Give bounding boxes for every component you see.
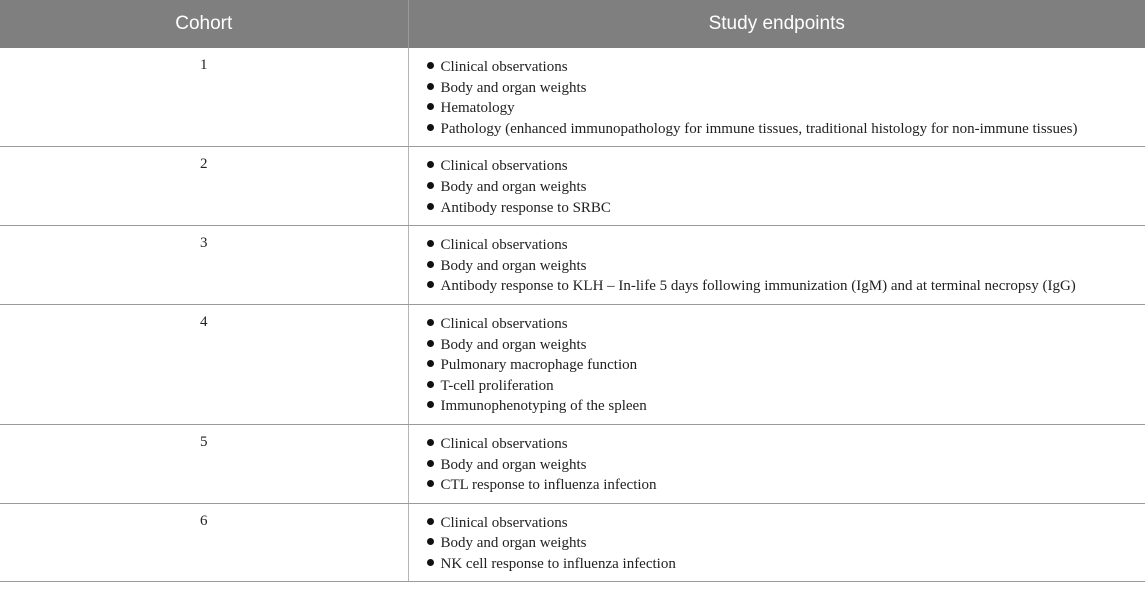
endpoint-text: Immunophenotyping of the spleen (440, 398, 647, 415)
bullet-icon (427, 559, 434, 566)
bullet-icon (427, 401, 434, 408)
header-study-endpoints: Study endpoints (408, 0, 1145, 48)
endpoint-text: Clinical observations (440, 237, 568, 254)
table-row (0, 147, 1145, 226)
list-item (427, 554, 1145, 575)
endpoints-cell (408, 147, 1145, 226)
endpoint-text: Clinical observations (440, 59, 568, 75)
list-item (427, 57, 1145, 78)
endpoint-text: Hematology (440, 100, 515, 117)
list-item (427, 455, 1145, 476)
endpoint-text: CTL response to influenza infection (440, 477, 657, 494)
endpoint-text: Antibody response to SRBC (440, 199, 611, 216)
endpoints-list (427, 434, 1145, 496)
endpoints-list (427, 57, 1145, 139)
bullet-icon (427, 62, 434, 69)
bullet-icon (427, 124, 434, 131)
list-item (427, 235, 1145, 256)
bullet-icon (427, 261, 434, 268)
list-item (427, 119, 1145, 140)
list-item (427, 396, 1145, 417)
cohort-number: 3 (0, 226, 408, 305)
endpoint-text: Body and organ weights (440, 79, 587, 96)
list-item (427, 78, 1145, 99)
header-row (0, 0, 1145, 48)
bullet-icon (427, 518, 434, 525)
endpoints-cell (408, 226, 1145, 305)
bullet-icon (427, 360, 434, 367)
list-item (427, 335, 1145, 356)
table-row (0, 48, 1145, 147)
cohort-number: 4 (0, 304, 408, 424)
bullet-icon (427, 460, 434, 467)
endpoint-text: Body and organ weights (440, 178, 587, 195)
endpoints-cell (408, 304, 1145, 424)
endpoints-cell (408, 503, 1145, 582)
table-body (0, 48, 1145, 582)
endpoint-text: Body and organ weights (440, 257, 587, 274)
list-item (427, 376, 1145, 397)
list-item (427, 156, 1145, 177)
endpoints-list (427, 314, 1145, 417)
list-item (427, 513, 1145, 534)
endpoints-cell (408, 48, 1145, 147)
list-item (427, 533, 1145, 554)
endpoints-list (427, 156, 1145, 218)
bullet-icon (427, 281, 434, 288)
endpoints-cell (408, 424, 1145, 503)
list-item (427, 355, 1145, 376)
list-item (427, 256, 1145, 277)
endpoint-text: Clinical observations (440, 435, 568, 452)
list-item (427, 314, 1145, 335)
bullet-icon (427, 439, 434, 446)
endpoints-list (427, 235, 1145, 297)
list-item (427, 98, 1145, 119)
endpoint-text: Clinical observations (440, 514, 568, 531)
bullet-icon (427, 161, 434, 168)
endpoint-text: Pulmonary macrophage function (440, 357, 638, 374)
endpoint-text: NK cell response to influenza infection (440, 555, 676, 572)
bullet-icon (427, 83, 434, 90)
cohort-number: 1 (0, 48, 408, 147)
bullet-icon (427, 340, 434, 347)
bullet-icon (427, 480, 434, 487)
bullet-icon (427, 103, 434, 110)
bullet-icon (427, 182, 434, 189)
list-item (427, 434, 1145, 455)
endpoint-text: Body and organ weights (440, 336, 587, 353)
cohort-number: 2 (0, 147, 408, 226)
list-item (427, 475, 1145, 496)
endpoint-text: T-cell proliferation (440, 377, 554, 394)
table-row (0, 226, 1145, 305)
cohort-number: 6 (0, 503, 408, 582)
endpoints-list (427, 513, 1145, 575)
bullet-icon (427, 381, 434, 388)
table-row (0, 424, 1145, 503)
bullet-icon (427, 319, 434, 326)
list-item (427, 198, 1145, 219)
bullet-icon (427, 538, 434, 545)
endpoint-text: Clinical observations (440, 315, 568, 332)
endpoint-text: Pathology (enhanced immunopathology for immune tissues, traditional histology for non-immune tissues) (440, 120, 1078, 137)
list-item (427, 276, 1145, 297)
endpoint-text: Clinical observations (440, 158, 568, 175)
table-row (0, 304, 1145, 424)
bullet-icon (427, 203, 434, 210)
list-item (427, 177, 1145, 198)
bullet-icon (427, 240, 434, 247)
endpoint-text: Antibody response to KLH – In-life 5 days following immunization (IgM) and at terminal necropsy (IgG) (440, 278, 1076, 295)
endpoint-text: Body and organ weights (440, 535, 587, 552)
table-row (0, 503, 1145, 582)
endpoint-text: Body and organ weights (440, 456, 587, 473)
header-cohort: Cohort (0, 0, 408, 48)
cohort-number: 5 (0, 424, 408, 503)
